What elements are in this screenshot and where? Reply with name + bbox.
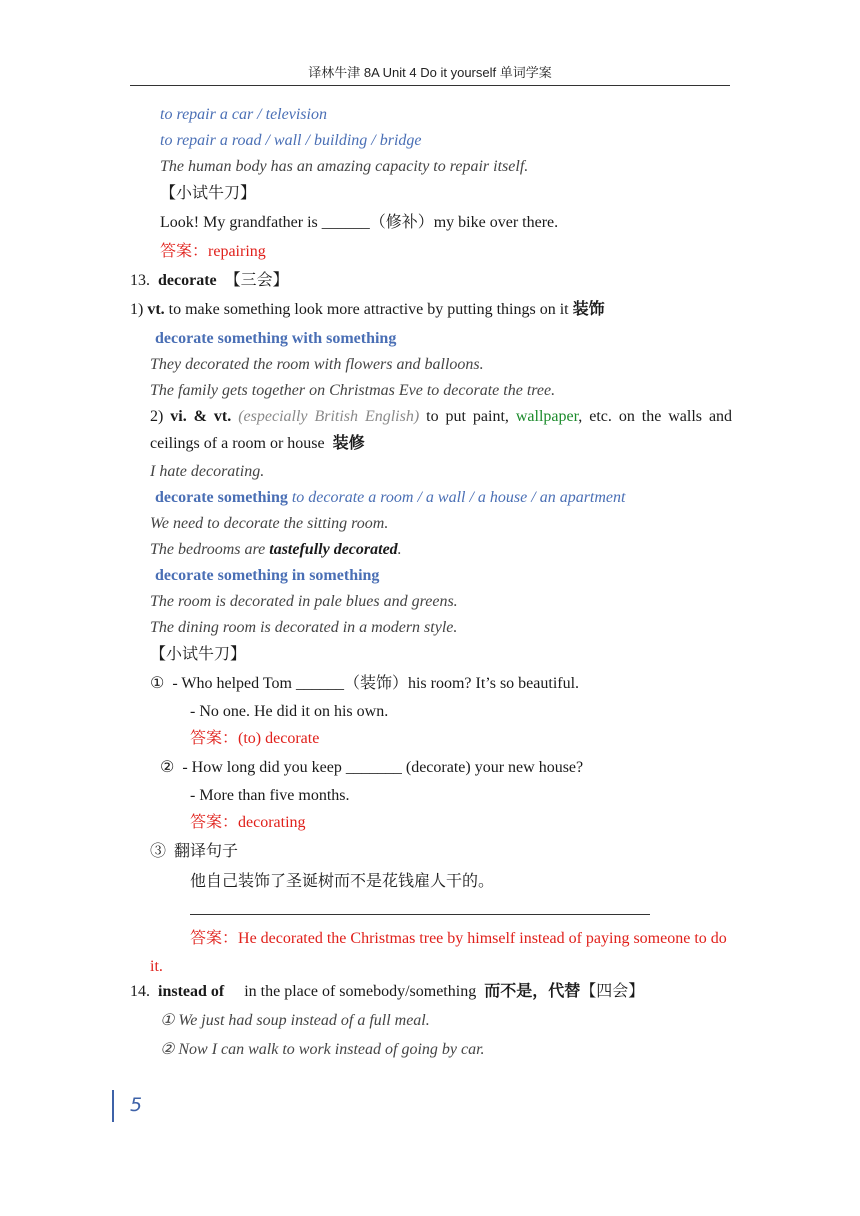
sense-pos: vi. & vt. [170,408,232,425]
sense-2-example-1: We need to decorate the sitting room. [150,515,389,532]
answer-text: repairing [208,243,266,260]
instead-of-example-2 [160,1040,485,1060]
sense-region: (especially British English) [238,408,420,425]
answer-blank-line [190,914,650,915]
practice-q3 [150,842,238,862]
answer-text: (to) decorate [238,730,320,747]
q-number: ② [160,759,175,776]
repair-answer [160,242,266,262]
ex-number: ② [160,1041,175,1058]
answer-label: 答案： [190,930,239,947]
header-rule [130,85,730,86]
sense-2-definition [150,403,732,457]
entry-phrase: instead of [158,983,225,1000]
practice-q2-reply: - More than five months. [190,787,350,804]
sense-number: 1) [130,301,144,318]
page-header: 译林牛津 8A Unit 4 Do it yourself 单词学案 [308,65,552,80]
sense-2-example-4: The dining room is decorated in a modern style. [150,619,458,636]
practice-label-2: 【小试牛刀】 [150,646,247,663]
answer-text: decorating [238,814,306,831]
practice-q3-chinese: 他自己装饰了圣诞树而不是花钱雇人干的。 [190,873,495,890]
ex-number: ① [160,1012,175,1029]
entry-heading-decorate [130,271,289,291]
wallpaper-term: wallpaper [515,408,579,425]
sense-1-example-2: The family gets together on Christmas Eve to decorate the tree. [150,382,556,399]
pattern-with: decorate something with something [155,330,397,347]
practice-label: 【小试牛刀】 [160,185,257,202]
sense-number: 2) [150,408,164,425]
practice-q3-answer [150,925,732,981]
answer-label: 答案： [190,814,239,831]
sense-2-example-2 [150,540,402,560]
sense-2-example-0: I hate decorating. [150,463,265,480]
sense-cn: 装饰 [572,301,605,318]
entry-number: 13. [130,272,150,289]
entry-level: 【三会】 [224,272,289,289]
practice-q2-answer [190,813,306,833]
entry-heading-instead-of [130,982,644,1002]
answer-label: 答案： [160,243,209,260]
ex-text: Now I can walk to work instead of going by car. [178,1041,485,1058]
q-text: 翻译句子 [174,843,239,860]
practice-q1-reply: - No one. He did it on his own. [190,703,389,720]
sense-2-example-3: The room is decorated in pale blues and greens. [150,593,458,610]
repair-example-3: The human body has an amazing capacity to repair itself. [160,158,529,175]
answer-label: 答案： [190,730,239,747]
instead-of-example-1 [160,1011,430,1031]
sense-1-example-1: They decorated the room with flowers and balloons. [150,356,484,373]
pattern-in: decorate something in something [155,567,380,584]
page-number: 5 [130,1094,143,1116]
example-end: . [397,541,402,558]
entry-cn: 而不是，代替 [484,983,581,1000]
practice-q1-answer [190,729,319,749]
q-number: ③ [150,843,167,860]
pattern-decorate-something [155,488,625,508]
page-number-bar [112,1090,114,1122]
example-text: The bedrooms are [150,541,266,558]
q-text: - Who helped Tom ______（装饰）his room? It’s so beautiful. [172,675,580,692]
ex-text: We just had soup instead of a full meal. [178,1012,430,1029]
example-highlight: tastefully decorated [269,541,398,558]
sense-cn: 装修 [332,435,365,452]
sense-pos: vt. [147,301,165,318]
entry-level: 【四会】 [580,983,645,1000]
repair-example-2: to repair a road / wall / building / bridge [160,132,422,149]
entry-def: in the place of somebody/something [244,983,477,1000]
q-text: - How long did you keep _______ (decorate) your new house? [182,759,584,776]
q-number: ① [150,675,165,692]
entry-number: 14. [130,983,150,1000]
sense-1-definition [130,300,605,320]
sense-def-b: , etc. on the walls and ceilings of a room or house [150,408,733,452]
practice-q2 [160,758,583,778]
entry-word: decorate [158,272,217,289]
sense-def: to make something look more attractive by putting things on it [168,301,569,318]
repair-question: Look! My grandfather is ______（修补）my bike over there. [160,214,559,231]
sense-def-a: to put paint, [426,408,509,425]
pattern-example: to decorate a room / a wall / a house / an apartment [291,489,626,506]
answer-text: He decorated the Christmas tree by himself instead of paying someone to do it. [150,930,727,975]
practice-q1 [150,674,579,694]
repair-example-1: to repair a car / television [160,106,327,123]
pattern-label: decorate something [155,489,288,506]
